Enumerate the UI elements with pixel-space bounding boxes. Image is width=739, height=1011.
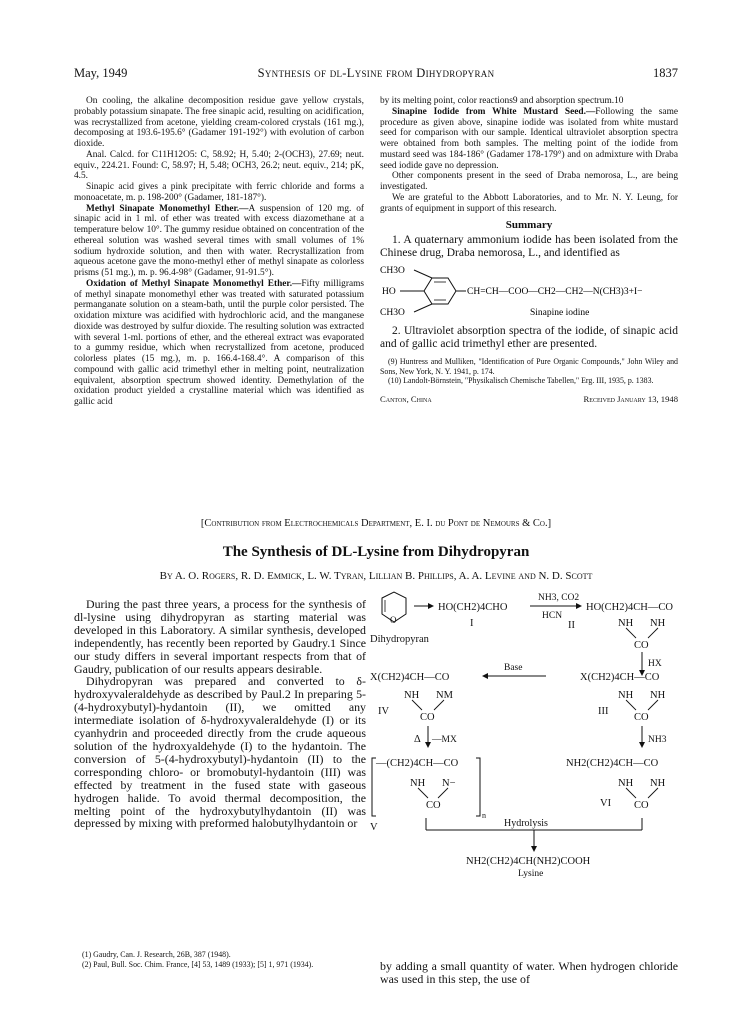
paragraph: Other components present in the seed of Draba nemorosa, L., are being investigated. bbox=[380, 171, 678, 192]
compound-V-formula: —(CH2)4CH—CO bbox=[376, 758, 459, 769]
section-heading: Sinapine Iodide from White Mustard Seed.— bbox=[392, 106, 596, 117]
running-header bbox=[74, 66, 678, 82]
header-running-title: Synthesis of dl-Lysine from Dihydropyran bbox=[257, 66, 495, 80]
nh3-reagent: NH3 bbox=[648, 735, 667, 745]
lysine-label: Lysine bbox=[518, 869, 544, 879]
hx-reagent: HX bbox=[648, 659, 662, 669]
paragraph: by adding a small quantity of water. When hydrogen chloride was used in this step, the use of bbox=[380, 959, 678, 986]
footnote: (9) Huntress and Mulliken, "Identification of Pure Organic Compounds," John Wiley and Sons, New York, N. Y. 1941, p. 174. bbox=[380, 356, 678, 376]
compound-III-formula: X(CH2)4CH—CO bbox=[580, 672, 660, 683]
sinapine-structure bbox=[380, 260, 678, 322]
previous-article-right-column bbox=[380, 96, 678, 404]
nh-vi-left: NH bbox=[618, 778, 634, 789]
label-VI: VI bbox=[600, 798, 612, 809]
compound-IV-formula: X(CH2)4CH—CO bbox=[370, 672, 450, 683]
paragraph: by its melting point, color reactions9 and absorption spectrum.10 bbox=[380, 96, 624, 106]
label-I: I bbox=[470, 618, 474, 629]
header-date: May, 1949 bbox=[74, 66, 128, 80]
contribution-line: [Contribution from Electrochemicals Department, E. I. du Pont de Nemours & Co.] bbox=[200, 518, 552, 529]
label-V: V bbox=[370, 822, 378, 833]
base-reagent: Base bbox=[504, 663, 523, 673]
reagents-top: NH3, CO2 bbox=[538, 593, 580, 603]
side-chain-label: CH=CH—COO—CH2—CH2—N(CH3)3+I− bbox=[467, 286, 643, 297]
article-footer bbox=[380, 394, 678, 405]
paragraph: Sinapine Iodide from White Mustard Seed.—Following the same procedure as given above, sinapine iodide was isolated from white mustard seed for comparison with our sample. Identical ultraviolet absorption spectra were obtained from both samples. The melting point of the iodide from mustard seed was 184-186° (Gadamer 178-179°) and on admixture with Draba seed iodide gave no depression. bbox=[380, 106, 678, 171]
section-heading: Oxidation of Methyl Sinapate Monomethyl Ether.— bbox=[86, 278, 302, 289]
body-right-column bbox=[380, 960, 678, 986]
section-heading: Methyl Sinapate Monomethyl Ether.— bbox=[86, 203, 249, 214]
previous-article-left-column bbox=[74, 96, 364, 408]
mx-byproduct: —MX bbox=[432, 735, 457, 745]
nm-iv: NM bbox=[436, 690, 453, 701]
article-title: The Synthesis of DL-Lysine from Dihydropyran bbox=[222, 544, 530, 560]
nh-left: NH bbox=[618, 618, 634, 629]
paragraph: Dihydropyran was prepared and converted to δ-hydroxyvaleraldehyde as described by Paul.2 In preparing 5-(4-hydroxybutyl)-hydantoin (II), we omitted any intermediate isolation of δ-hydroxyvaleraldehyde (I) or its cyanhydrin and proceeded directly from the crude aqueous solution of the hydroxyaldehyde (I) to the hydantoin. The conversion of 5-(4-hydroxybutyl)-hydantoin (II) to the corresponding chloro- or bromobutyl-hydantoin (III) was effected by treatment in the fused state with gaseous hydrogen halide. To avoid thermal decomposition, the melting point of the hydroxybutylhydantoin (II) was depressed by mixing with preformed halobutylhydantoin or bbox=[74, 674, 366, 831]
co: CO bbox=[634, 640, 649, 651]
delta-symbol: Δ bbox=[414, 734, 421, 745]
hydrolysis-label: Hydrolysis bbox=[504, 818, 548, 829]
footnote: (2) Paul, Bull. Soc. Chim. France, [4] 53, 1489 (1933); [5] 1, 971 (1934). bbox=[82, 959, 314, 969]
compound-VI-formula: NH2(CH2)4CH—CO bbox=[566, 758, 659, 769]
lysine-formula: NH2(CH2)4CH(NH2)COOH bbox=[466, 856, 591, 867]
paragraph: On cooling, the alkaline decomposition residue gave yellow crystals, probably potassium sinapate. The free sinapic acid, resulting on acidification, was recrystallized from acetone, yielding cream-colored crystals (161 mg.), decomposing at 193.6-195.6° (Gadamer 191-192°) with evolution of carbon dioxide. bbox=[74, 96, 364, 149]
paragraph: During the past three years, a process for the synthesis of dl-lysine using dihydropyran as starting material was developed in this Laboratory. A similar synthesis, developed independently, has recently been reported by Gaudry.1 Since our study differs in several important respects from that of Gaudry, publication of our results appears desirable. bbox=[74, 597, 366, 676]
co-vi: CO bbox=[634, 800, 649, 811]
paragraph: We are grateful to the Abbott Laboratories, and to Mr. N. Y. Leung, for grants of equipment in support of this research. bbox=[380, 192, 678, 214]
paragraph: Sinapic acid gives a pink precipitate with ferric chloride and forms a monoacetate, m. p. 198-200° (Gadamer, 181-187°). bbox=[74, 182, 364, 203]
received-date: Received January 13, 1948 bbox=[583, 393, 678, 404]
summary-heading: Summary bbox=[505, 219, 553, 232]
author-line: By A. O. Rogers, R. D. Emmick, L. W. Tyran, Lillian B. Phillips, A. A. Levine and N. D. Scott bbox=[159, 570, 593, 582]
n-minus-v: N− bbox=[442, 778, 456, 789]
summary-item: 1. A quaternary ammonium iodide has been isolated from the Chinese drug, Draba nemorosa, L., and identified as bbox=[380, 234, 678, 259]
footnotes bbox=[74, 950, 366, 969]
ch3o-bottom-label: CH3O bbox=[380, 307, 405, 318]
co-iv: CO bbox=[420, 712, 435, 723]
co-v: CO bbox=[426, 800, 441, 811]
nh-vi-right: NH bbox=[650, 778, 666, 789]
reaction-scheme bbox=[370, 590, 680, 960]
label-III: III bbox=[598, 706, 609, 717]
nh-iii-left: NH bbox=[618, 690, 634, 701]
paragraph: Oxidation of Methyl Sinapate Monomethyl Ether.—Fifty milligrams of methyl sinapate monomethyl ether was treated with saturated potassium permanganate solution on a steam-bath, until the purple color persisted. The oxidation mixture was acidified with hydrochloric acid, and the manganese dioxide was destroyed by sulfur dioxide. The resulting solution was extracted with several 1-ml. portions of ether, and the ethereal extract was evaporated to a gummy residue, which when recrystallized from acetone, produced colorless plates (15 mg.), m. p. 166.4-168.4°. A comparison of this compound with gallic acid trimethyl ether in melting point, neutralization equivalent, absorption spectrum showed identity. Demethylation of the oxidation product yielded a crystalline material which was identified as gallic acid bbox=[74, 278, 365, 407]
ring-oxygen: O bbox=[390, 615, 397, 625]
compound-II-formula: HO(CH2)4CH—CO bbox=[586, 602, 673, 613]
compound-I-formula: HO(CH2)4CHO bbox=[438, 602, 508, 613]
label-II: II bbox=[568, 620, 575, 631]
summary-item: 2. Ultraviolet absorption spectra of the iodide, of sinapic acid and of gallic acid trimethyl ether are presented. bbox=[380, 325, 678, 351]
nh-v: NH bbox=[410, 778, 426, 789]
reagents-bottom: HCN bbox=[542, 611, 563, 621]
header-page-number: 1837 bbox=[653, 66, 678, 80]
nh-iii-right: NH bbox=[650, 690, 666, 701]
dihydropyran-label: Dihydropyran bbox=[370, 634, 429, 645]
body-left-column bbox=[74, 598, 366, 830]
footnote: (10) Landolt-Börnstein, "Physikalisch Chemische Tabellen," Erg. III, 1935, p. 1383. bbox=[388, 376, 654, 386]
nh-right: NH bbox=[650, 618, 666, 629]
co-iii: CO bbox=[634, 712, 649, 723]
footnote: (1) Gaudry, Can. J. Research, 26B, 387 (1948). bbox=[82, 950, 231, 959]
n-subscript: n bbox=[482, 811, 486, 820]
ho-label: HO bbox=[382, 286, 396, 297]
paragraph: Methyl Sinapate Monomethyl Ether.—A suspension of 120 mg. of sinapic acid in 1 ml. of ether was treated with excess diazomethane at a temperature below 10°. The gummy residue obtained on concentration of the ethereal solution was washed several times with small volumes of 1% sodium hydroxide solution, and then with water. Recrystallization from aqueous acetone gave the mono-methyl ether of methyl sinapate as colorless prisms (51 mg.), m. p. 96.4-98° (Gadamer, 91-91.5°). bbox=[74, 203, 364, 278]
paragraph: Anal. Calcd. for C11H12O5: C, 58.92; H, 5.40; 2-(OCH3), 27.69; neut. equiv., 224.21. Found: C, 58.97; H, 5.48; OCH3, 26.2; neut. equiv., 214; pK, 4.5. bbox=[74, 149, 364, 182]
location: Canton, China bbox=[380, 393, 432, 404]
nh-iv: NH bbox=[404, 690, 420, 701]
label-IV: IV bbox=[378, 706, 390, 717]
ch3o-top-label: CH3O bbox=[380, 265, 405, 276]
structure-caption: Sinapine iodine bbox=[530, 307, 590, 318]
